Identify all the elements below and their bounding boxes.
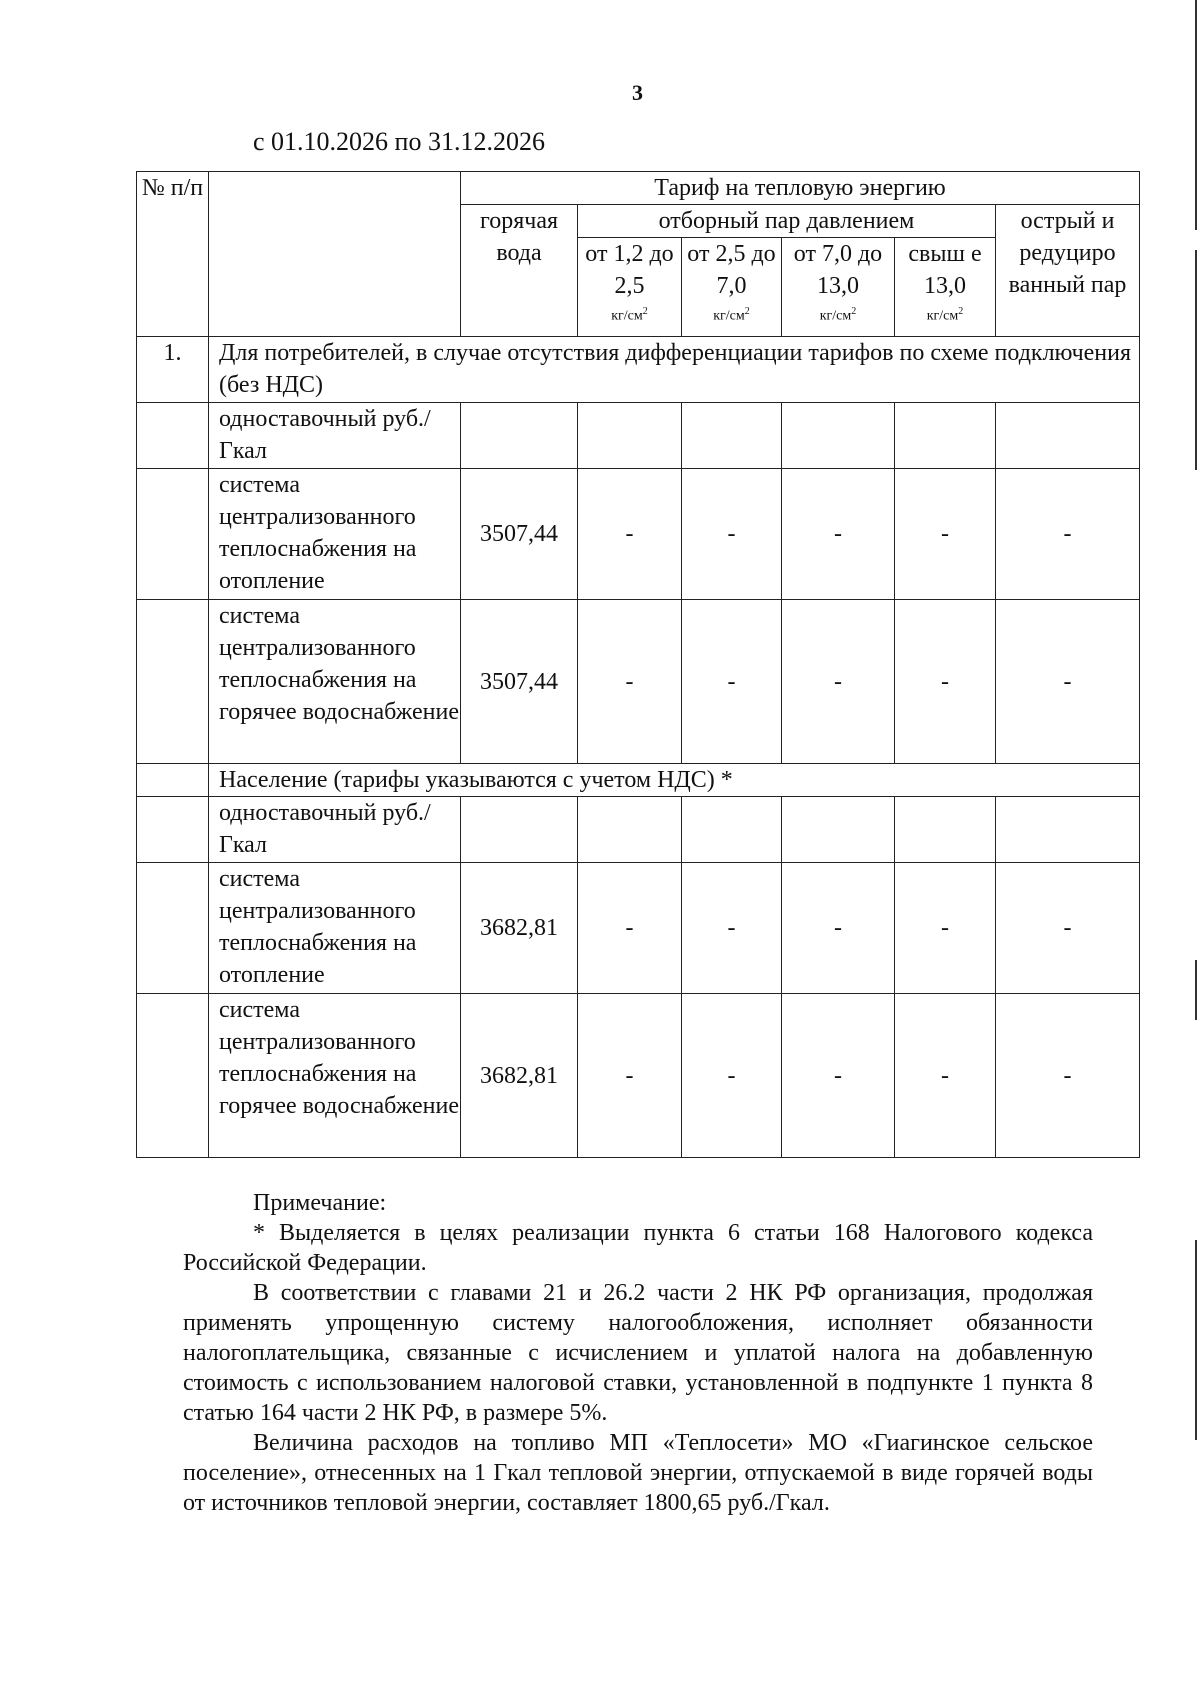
cell-hot: 3682,81 [461,994,578,1158]
cell-steam-3 [782,797,895,863]
header-hot-water: горячая вода [461,205,578,337]
note-paragraph-2: В соответствии с главами 21 и 26.2 части 2 НК РФ организация, продолжая применять упрощенную систему налогообложения, исполняет обязанности налогоплательщика, связанные с исчислением и уплатой налога на добавленную стоимость с использованием налоговой ставки, установленной в подпункте 1 пункта 8 статью 164 части 2 НК РФ, в размере 5%. [183,1280,1093,1426]
cell-steam-3: - [782,469,895,600]
cell-hot: 3507,44 [461,600,578,764]
cell-steam-1 [578,797,682,863]
section2-num [137,764,209,797]
row-desc: система централизованного теплоснабжения на горячее водоснабжение [209,994,461,1158]
header-steam-col-3: от 7,0 до 13,0 $кг/см^2$ [782,238,895,337]
row-desc: одноставочный руб./Гкал [209,797,461,863]
cell-sharp: - [996,863,1140,994]
scan-edge-line [1195,1240,1197,1440]
row-desc: система централизованного теплоснабжения на горячее водоснабжение [209,600,461,764]
scan-edge-line [1195,960,1197,1020]
cell-steam-3: - [782,994,895,1158]
section1-num: 1. [137,337,209,403]
cell-hot [461,797,578,863]
table-row [137,403,1140,469]
table-row [137,863,1140,994]
table-row [137,469,1140,600]
cell-steam-1: - [578,863,682,994]
header-steam-col-4: свыш е 13,0 $кг/см^2$ [895,238,996,337]
cell-steam-4: - [895,994,996,1158]
note-paragraph-3: Величина расходов на топливо МП «Теплосети» МО «Гиагинское сельское поселение», отнесенных на 1 Гкал тепловой энергии, отпускаемой в виде горячей воды от источников тепловой энергии, составляет 1800,65 руб./Гкал. [183,1430,1093,1516]
cell-sharp: - [996,994,1140,1158]
header-steam-col-1: от 1,2 до 2,5 $кг/см^2$ [578,238,682,337]
cell-steam-3: - [782,863,895,994]
header-sharp-steam: острый и редуциро ванный пар [996,205,1140,337]
row-desc: система централизованного теплоснабжения на отопление [209,469,461,600]
cell-steam-4 [895,797,996,863]
cell-steam-1: - [578,994,682,1158]
cell-steam-4: - [895,863,996,994]
cell-hot [461,403,578,469]
cell-steam-2 [682,797,782,863]
header-tariff-title: Тариф на тепловую энергию [461,172,1140,205]
header-steam-group: отборный пар давлением [578,205,996,238]
cell-steam-1: - [578,600,682,764]
tariff-table [136,171,1140,1158]
cell-steam-1: - [578,469,682,600]
scan-edge-line [1195,250,1197,470]
notes-section [183,1188,1093,1518]
cell-steam-4: - [895,600,996,764]
row-desc: система централизованного теплоснабжения на отопление [209,863,461,994]
cell-sharp [996,403,1140,469]
page-number: 3 [632,80,643,105]
cell-steam-4: - [895,469,996,600]
table-row [137,797,1140,863]
header-desc [209,172,461,337]
cell-steam-1 [578,403,682,469]
table-row [137,600,1140,764]
cell-steam-2: - [682,600,782,764]
cell-steam-2: - [682,469,782,600]
scan-edge-line [1195,0,1197,230]
table-row [137,994,1140,1158]
header-steam-col-2: от 2,5 до 7,0 $кг/см^2$ [682,238,782,337]
cell-steam-2: - [682,863,782,994]
period-title: с 01.10.2026 по 31.12.2026 [253,127,545,156]
notes-title: Примечание: [253,1190,387,1216]
cell-sharp: - [996,600,1140,764]
cell-hot: 3507,44 [461,469,578,600]
header-num: № п/п [137,172,209,337]
row-desc: одноставочный руб./Гкал [209,403,461,469]
cell-steam-3 [782,403,895,469]
note-paragraph-1: * Выделяется в целях реализации пункта 6 статьи 168 Налогового кодекса Российской Федерации. [183,1220,1093,1276]
cell-steam-2 [682,403,782,469]
section2-title: Население (тарифы указываются с учетом НДС) * [209,764,1140,797]
cell-steam-4 [895,403,996,469]
section1-title: Для потребителей, в случае отсутствия дифференциации тарифов по схеме подключения (без НДС) [209,337,1140,403]
cell-sharp: - [996,469,1140,600]
cell-sharp [996,797,1140,863]
cell-hot: 3682,81 [461,863,578,994]
cell-steam-3: - [782,600,895,764]
cell-steam-2: - [682,994,782,1158]
